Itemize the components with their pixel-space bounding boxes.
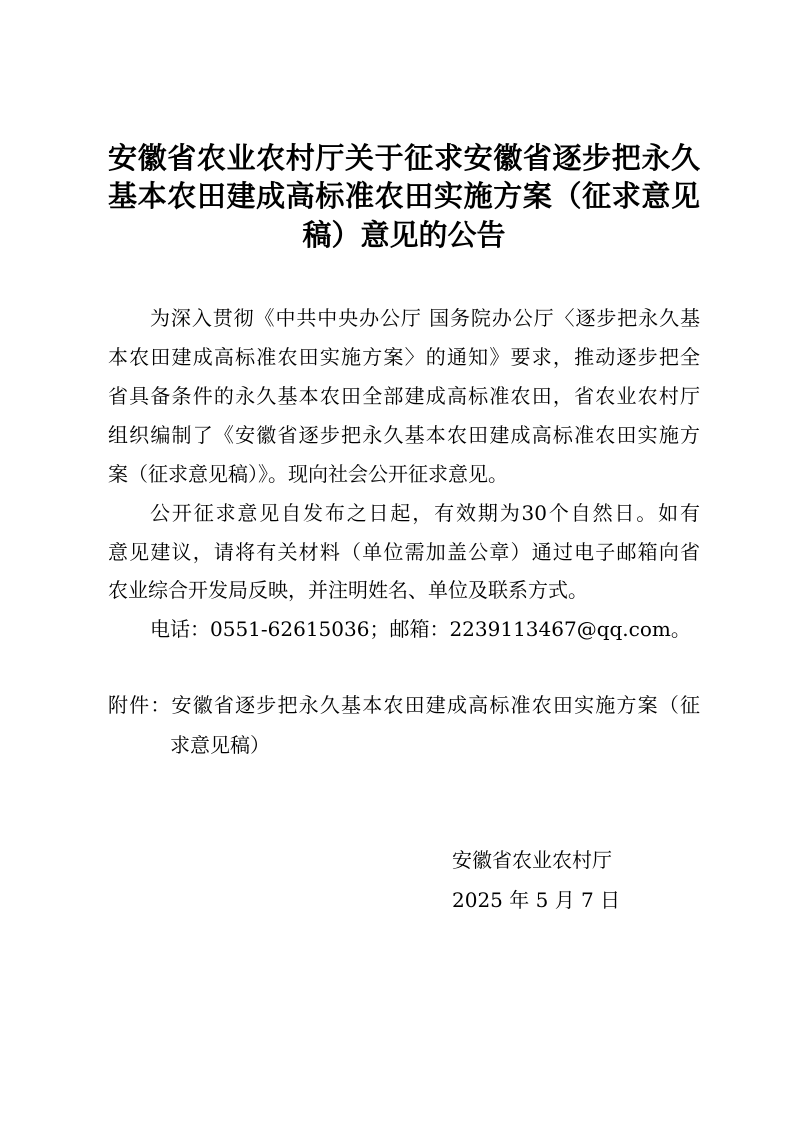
text-line: 公开征求意见自发布之日起，有效期为30个自然日。如有 bbox=[150, 501, 700, 525]
text-line: 组织编制了《安徽省逐步把永久基本农田建成高标准农田实施方 bbox=[108, 423, 700, 447]
text-line: 案（征求意见稿）》。现向社会公开征求意见。 bbox=[108, 462, 508, 486]
title-line: 基本农田建成高标准农田实施方案（征求意见 bbox=[108, 179, 700, 213]
text-line: 农业综合开发局反映，并注明姓名、单位及联系方式。 bbox=[108, 578, 588, 602]
title-line: 安徽省农业农村厅关于征求安徽省逐步把永久 bbox=[108, 141, 700, 175]
text-line: 省具备条件的永久基本农田全部建成高标准农田，省农业农村厅 bbox=[108, 384, 700, 408]
attachment-line: 附件：安徽省逐步把永久基本农田建成高标准农田实施方案（征 bbox=[108, 693, 700, 717]
text-line: 意见建议，请将有关材料（单位需加盖公章）通过电子邮箱向省 bbox=[108, 540, 700, 564]
signature-date: 2025 年 5 月 7 日 bbox=[452, 888, 621, 912]
signature-org: 安徽省农业农村厅 bbox=[452, 848, 612, 872]
text-line: 为深入贯彻《中共中央办公厅 国务院办公厅〈逐步把永久基 bbox=[150, 306, 700, 330]
contact-info: 电话：0551-62615036；邮箱：2239113467@qq.com。 bbox=[150, 617, 691, 641]
attachment-line: 求意见稿） bbox=[170, 733, 270, 757]
title-line: 稿）意见的公告 bbox=[302, 218, 506, 252]
text-line: 本农田建成高标准农田实施方案〉的通知》要求，推动逐步把全 bbox=[108, 345, 700, 369]
